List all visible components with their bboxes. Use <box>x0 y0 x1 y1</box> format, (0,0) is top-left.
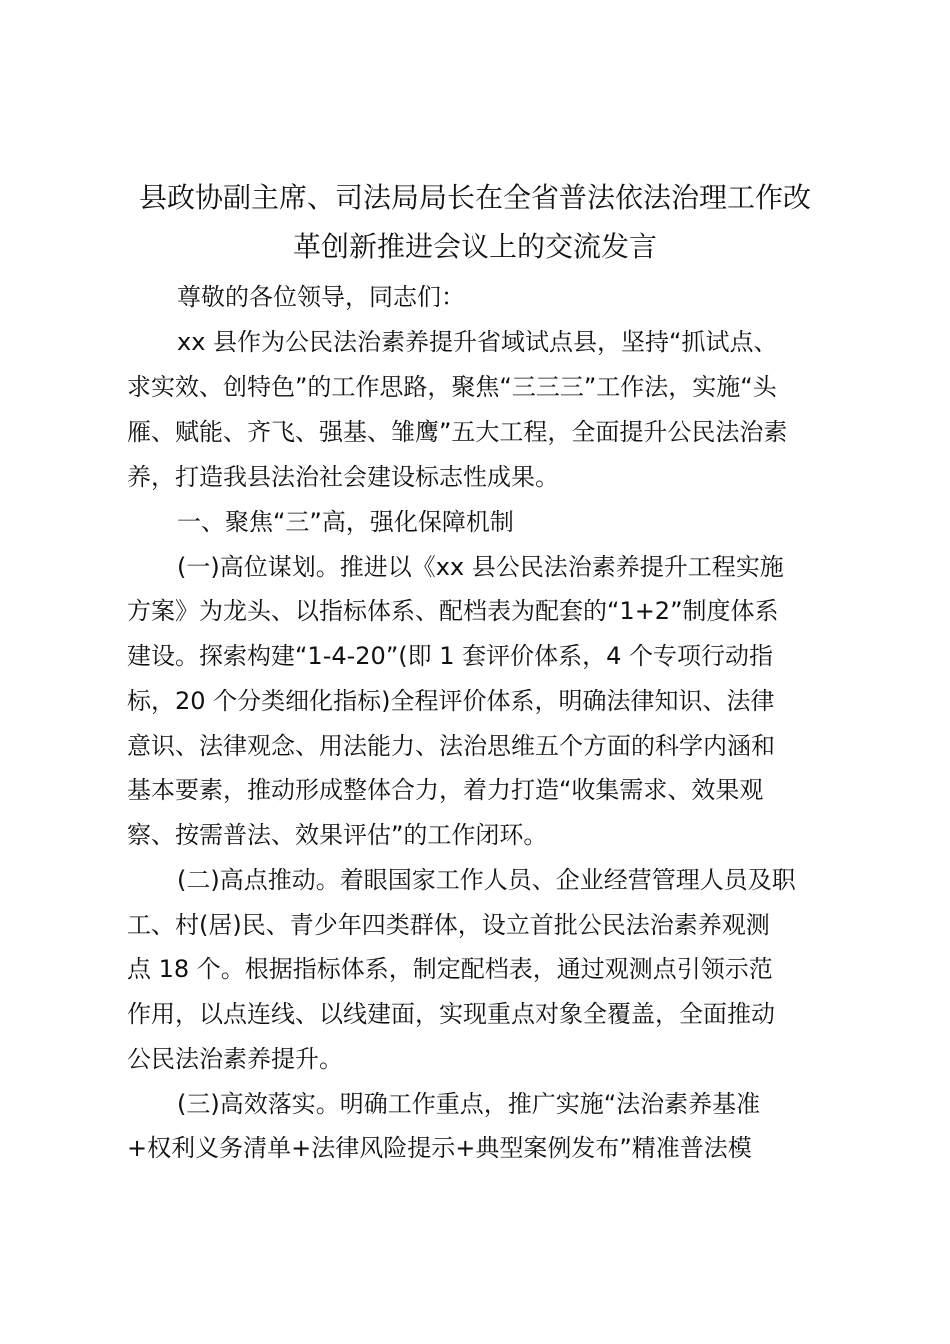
paragraph-line: 工、村(居)民、青少年四类群体，设立首批公民法治素养观测 <box>127 911 770 939</box>
section-heading: 一、聚焦“三”高，强化保障机制 <box>177 508 514 536</box>
salutation: 尊敬的各位领导，同志们： <box>177 283 465 311</box>
paragraph-line: (一)高位谋划。推进以《xx 县公民法治素养提升工程实施 <box>177 553 784 581</box>
paragraph-line: xx 县作为公民法治素养提升省域试点县，坚持“抓试点、 <box>177 328 778 356</box>
paragraph-line: 基本要素，推动形成整体合力，着力打造“收集需求、效果观 <box>127 776 764 804</box>
paragraph-line: 公民法治素养提升。 <box>127 1045 343 1073</box>
paragraph-line: 作用，以点连线、以线建面，实现重点对象全覆盖，全面推动 <box>127 1000 775 1028</box>
paragraph-line: +权利义务清单+法律风险提示+典型案例发布”精准普法模 <box>127 1134 752 1162</box>
paragraph-line: 点 18 个。根据指标体系，制定配档表，通过观测点引领示范 <box>127 955 773 983</box>
paragraph-line: 标，20 个分类细化指标)全程评价体系，明确法律知识、法律 <box>127 687 775 715</box>
paragraph-line: (三)高效落实。明确工作重点，推广实施“法治素养基准 <box>177 1090 761 1118</box>
paragraph-line: (二)高点推动。着眼国家工作人员、企业经营管理人员及职 <box>177 866 796 894</box>
paragraph-line: 察、按需普法、效果评估”的工作闭环。 <box>127 821 548 849</box>
paragraph-line: 意识、法律观念、用法能力、法治思维五个方面的科学内涵和 <box>127 732 775 760</box>
document-title-line-1: 县政协副主席、司法局局长在全省普法依法治理工作改 <box>138 181 811 214</box>
paragraph-line: 方案》为龙头、以指标体系、配档表为配套的“1+2”制度体系 <box>127 597 779 625</box>
paragraph-line: 养，打造我县法治社会建设标志性成果。 <box>127 463 559 491</box>
document-title-line-2: 革创新推进会议上的交流发言 <box>292 230 657 263</box>
paragraph-line: 雁、赋能、齐飞、强基、雏鹰”五大工程，全面提升公民法治素 <box>127 418 788 446</box>
paragraph-line: 建设。探索构建“1-4-20”(即 1 套评价体系，4 个专项行动指 <box>127 642 774 670</box>
paragraph-line: 求实效、创特色”的工作思路，聚焦“三三三”工作法，实施“头 <box>127 373 777 401</box>
